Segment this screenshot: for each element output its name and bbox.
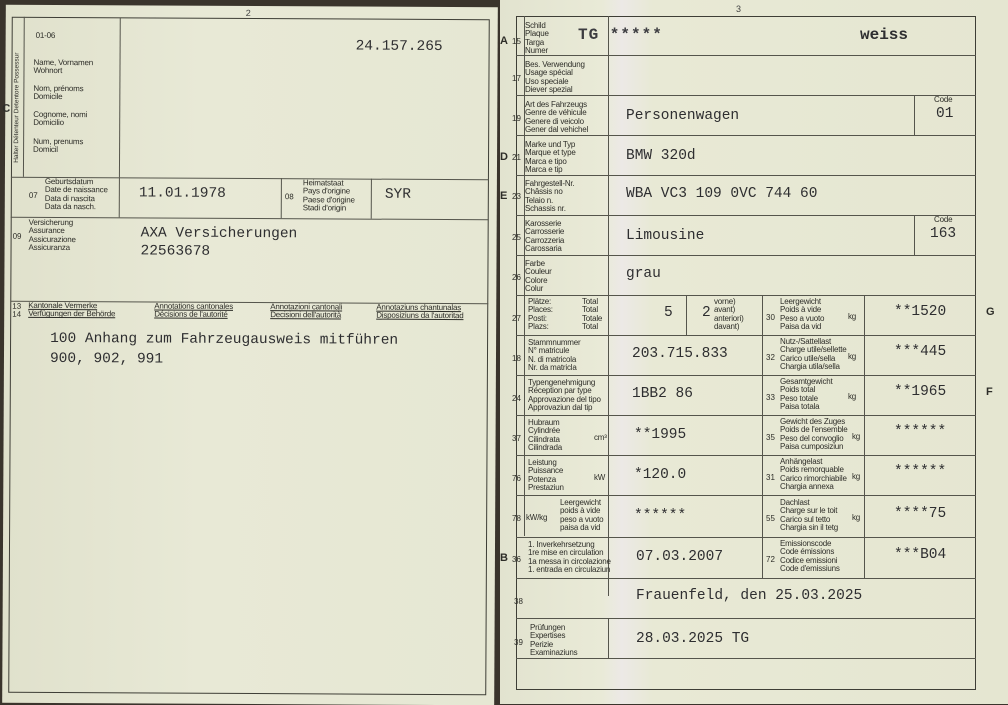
origin-value: SYR: [384, 186, 411, 203]
places-front-label: vorne) avant) anteriori) davant): [714, 297, 744, 331]
roof-load-value: ****75: [894, 506, 947, 522]
special-use-label: Bes. Verwendung Usage spécial Uso speciale Diever spezial: [525, 60, 585, 94]
places-total-label: Total Total Totale Total: [582, 297, 603, 331]
inspection-label: Prüfungen Expertises Perizie Examinaziuns: [530, 623, 578, 657]
annotation-line-2: 900, 902, 991: [49, 350, 164, 368]
field-number-55: 55: [766, 514, 775, 523]
field-number-25: 25: [512, 233, 521, 242]
vehicle-type-label: Art des Fahrzeugs Genre de véhicule Genere di veicolo Gener dal vehichel: [525, 100, 589, 134]
section-mark-b: B: [500, 552, 508, 564]
payload-label: Nutz-/Sattellast Charge utile/sellette Carico utile/sella Chargia utila/sella: [780, 337, 847, 371]
power-unit: kW: [594, 473, 606, 482]
payload-unit: kg: [848, 352, 857, 361]
body-value: Limousine: [626, 228, 705, 244]
displacement-unit: cm³: [594, 433, 607, 442]
field-number-30: 30: [766, 313, 775, 322]
towing-weight-unit: kg: [852, 472, 861, 481]
field-number-17: 17: [512, 74, 521, 83]
towing-weight-value: ******: [894, 464, 947, 480]
places-label: Plätze: Places: Posti: Plazs:: [528, 297, 553, 331]
holder-name-label-rm: Num, prenums Domicil: [33, 136, 84, 155]
vehicle-type-code: 01: [936, 106, 954, 122]
birthdate-value: 11.01.1978: [138, 185, 226, 202]
emission-code-value: ***B04: [894, 547, 947, 563]
field-number-09: 09: [12, 231, 22, 241]
displacement-label: Hubraum Cylindrée Cilindrata Cilindrada: [528, 418, 563, 452]
power-weight-label: kW/kg: [526, 513, 548, 522]
field-number-24: 24: [512, 394, 521, 403]
roof-load-unit: kg: [852, 513, 861, 522]
field-number-21: 21: [512, 153, 521, 162]
empty-weight-unit: kg: [848, 312, 857, 321]
field-number-35: 35: [766, 433, 775, 442]
field-number-38: 38: [514, 597, 523, 606]
chassis-value: WBA VC3 109 0VC 744 60: [626, 186, 818, 202]
plate-color-value: weiss: [860, 26, 909, 44]
holder-name-label-it: Cognome, nomi Domicilio: [33, 109, 88, 128]
matricule-value: 203.715.833: [632, 346, 728, 362]
chassis-label: Fahrgestell-Nr. Châssis no Telaio n. Schassis nr.: [525, 179, 575, 213]
plate-label: Schild Plaque Targa Numer: [525, 21, 549, 55]
field-number-36: 36: [512, 555, 521, 564]
holder-number: 24.157.265: [355, 38, 443, 56]
section-mark-d: D: [500, 151, 508, 163]
page-number: 2: [245, 7, 251, 18]
origin-label: Heimatstaat Pays d'origine Paese d'origine Stadi d'origin: [302, 178, 355, 213]
field-number-18: 18: [512, 354, 521, 363]
section-mark-f: F: [986, 386, 993, 398]
train-weight-label: Gewicht des Zuges Poids de l'ensemble Peso del convoglio Paisa cumposiziun: [780, 417, 848, 451]
first-registration-label: 1. Inverkehrsetzung 1re mise en circulation 1a messa in circolazione 1. entrada en circulaziun: [528, 540, 611, 574]
section-mark-e: E: [500, 190, 508, 202]
annotations-label-fr: Annotations cantonales Décisions de l'autorité: [154, 301, 234, 320]
annotation-line-1: 100 Anhang zum Fahrzeugausweis mitführen: [50, 330, 399, 349]
field-number-32: 32: [766, 353, 775, 362]
holder-name-label-fr: Nom, prénoms Domicile: [33, 83, 84, 102]
holder-code: 01-06: [35, 30, 56, 40]
holder-name-label-de: Name, Vornamen Wohnort: [33, 57, 94, 76]
towing-weight-label: Anhängelast Poids remorquable Carico rimorchiabile Chargia annexa: [780, 457, 847, 491]
body-code: 163: [930, 226, 957, 242]
insurance-label: Versicherung Assurance Assicurazione Assicuranza: [28, 217, 76, 252]
total-weight-value: **1965: [894, 384, 947, 400]
color-value: grau: [626, 266, 661, 282]
field-number-08: 08: [284, 192, 294, 202]
inspection-value: 28.03.2025 TG: [636, 631, 750, 647]
field-number-31: 31: [766, 473, 775, 482]
emission-code-label: Emissionscode Code émissions Codice emissioni Code d'emissiuns: [780, 539, 840, 573]
color-label: Farbe Couleur Colore Colur: [525, 259, 552, 293]
field-number-72: 72: [766, 555, 775, 564]
body-label: Karosserie Carrosserie Carrozzeria Carossaria: [525, 219, 565, 253]
vehicle-type-code-label: Code: [934, 95, 953, 104]
power-weight-value: ******: [634, 508, 687, 524]
make-type-value: BMW 320d: [626, 148, 696, 164]
section-mark-a: A: [500, 35, 508, 47]
field-number-33: 33: [766, 393, 775, 402]
birthdate-label: Geburtsdatum Date de naissance Data di nascita Data da nasch.: [44, 176, 108, 212]
field-number-26: 26: [512, 273, 521, 282]
total-weight-label: Gesamtgewicht Poids total Peso totale Paisa totala: [780, 377, 833, 411]
field-number-15: 15: [512, 37, 521, 46]
body-code-label: Code: [934, 215, 953, 224]
roof-load-label: Dachlast Charge sur le toit Carico sul tetto Chargia sin il tetg: [780, 498, 839, 532]
annotations-label-de: Kantonale Vermerke Verfügungen der Behörde: [28, 300, 116, 319]
empty-weight-value: **1520: [894, 304, 947, 320]
power-value: *120.0: [634, 467, 687, 483]
field-number-19: 19: [512, 114, 521, 123]
place-date-value: Frauenfeld, den 25.03.2025: [636, 588, 863, 604]
field-number-39: 39: [514, 638, 523, 647]
places-front-value: 2: [702, 305, 711, 321]
first-registration-value: 07.03.2007: [636, 549, 724, 565]
places-total-value: 5: [664, 305, 673, 321]
power-label: Leistung Puissance Potenza Prestaziun: [528, 458, 564, 492]
field-number-23: 23: [512, 192, 521, 201]
insurer-value: AXA Versicherungen: [140, 225, 298, 243]
vehicle-type-value: Personenwagen: [626, 108, 740, 124]
displacement-value: **1995: [634, 427, 687, 443]
plate-value: TG *****: [578, 26, 663, 44]
field-number-07: 07: [28, 190, 38, 200]
train-weight-value: ******: [894, 424, 947, 440]
field-number-13: 13: [12, 301, 22, 311]
empty-weight-label: Leergewicht Poids à vide Peso a vuoto Paisa da vid: [780, 297, 825, 331]
page-number: 3: [736, 4, 742, 14]
holder-vertical-label: Halter Détenteur Detentore Possessur: [13, 52, 21, 163]
total-weight-unit: kg: [848, 392, 857, 401]
matricule-label: Stammnummer N° matricule N. di matricola Nr. da matricla: [528, 338, 581, 372]
type-approval-value: 1BB2 86: [632, 386, 693, 402]
section-mark-g: G: [986, 306, 995, 318]
policy-value: 22563678: [140, 243, 211, 260]
field-number-78: 78: [512, 514, 521, 523]
field-number-14: 14: [12, 309, 22, 319]
make-type-label: Marke und Typ Marque et type Marca e tipo Marca e tip: [525, 140, 576, 174]
field-number-76: 76: [512, 474, 521, 483]
payload-value: ***445: [894, 344, 947, 360]
power-weight-sublabel: Leergewicht poids à vide peso a vuoto paisa da vid: [560, 498, 604, 532]
field-number-37: 37: [512, 434, 521, 443]
annotations-label-it: Annotazioni cantonali Decisioni dell'autorità: [270, 302, 343, 320]
field-number-27: 27: [512, 314, 521, 323]
train-weight-unit: kg: [852, 432, 861, 441]
right-page: [500, 0, 1008, 704]
section-mark-c: C: [2, 102, 11, 115]
left-page: [2, 5, 498, 705]
annotations-label-rm: Annotaziuns chantunalas Disposiziuns da l'autoritad: [376, 302, 464, 321]
type-approval-label: Typengenehmigung Réception par type Approvazione del tipo Approvaziun dal tip: [528, 378, 601, 412]
